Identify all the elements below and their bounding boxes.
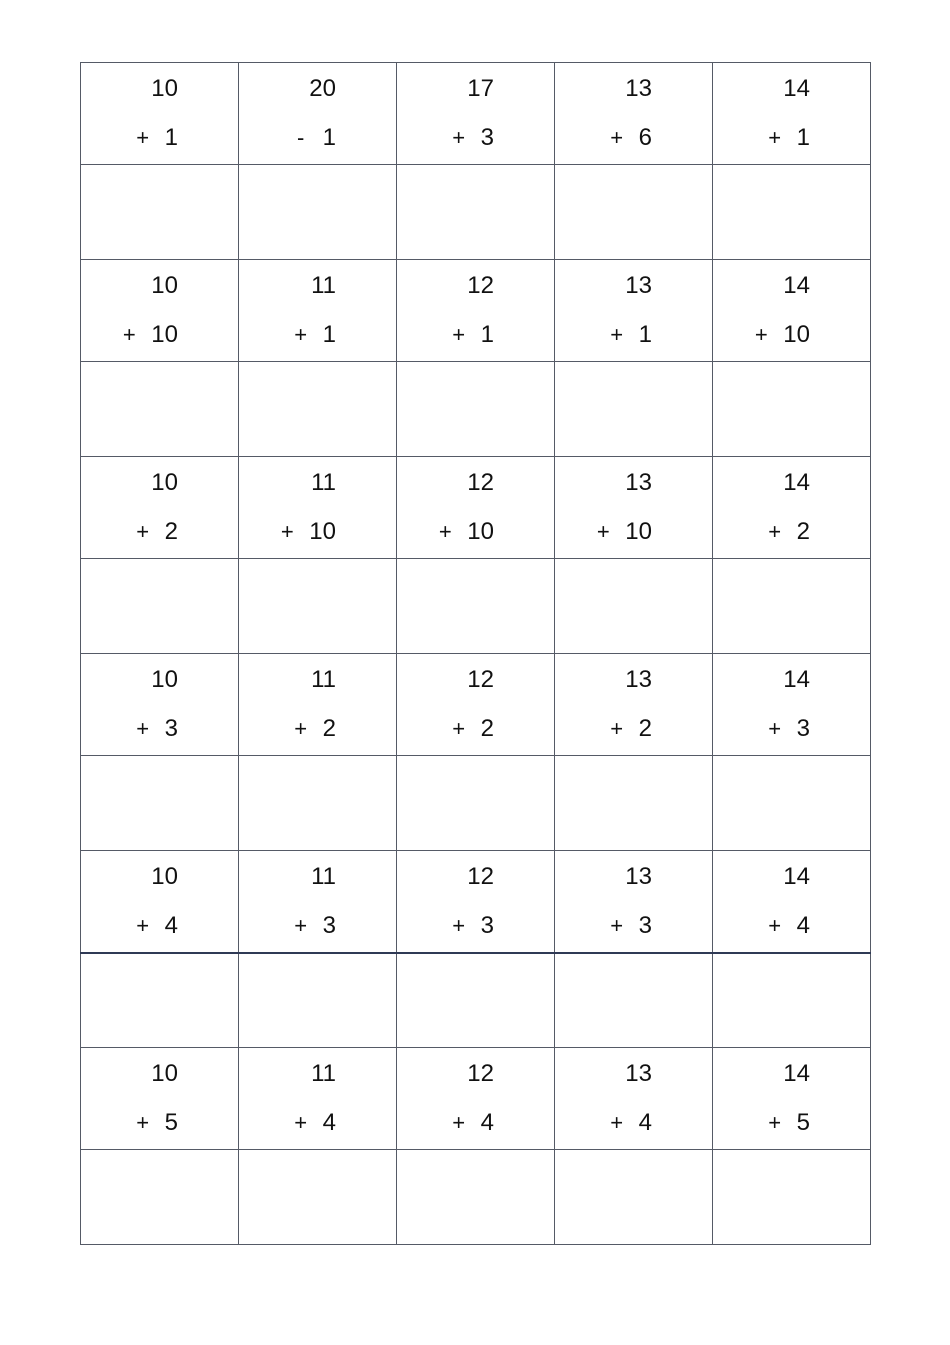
second-operand-line [609, 715, 652, 743]
problem [397, 63, 554, 164]
operator-sign: + [294, 913, 308, 938]
second-operand-line [609, 124, 652, 152]
problem-row [81, 1048, 871, 1150]
answer-row [81, 953, 871, 1048]
answer-box[interactable] [397, 559, 555, 654]
problem-cell [397, 1048, 555, 1150]
second-operand-line [767, 518, 810, 546]
answer-box[interactable] [555, 756, 713, 851]
first-operand: 14 [783, 666, 810, 693]
problem [555, 851, 712, 952]
answer-box[interactable] [239, 165, 397, 260]
second-operand-line [767, 1109, 810, 1137]
problem [239, 851, 396, 952]
first-operand: 13 [625, 863, 652, 890]
second-operand: 3 [322, 912, 336, 939]
operator-sign: + [768, 519, 782, 544]
problem [239, 1048, 396, 1149]
second-operand: 4 [322, 1109, 336, 1136]
answer-box[interactable] [713, 165, 871, 260]
problem-cell [555, 457, 713, 559]
problem-cell [239, 63, 397, 165]
operator-sign: + [768, 125, 782, 150]
second-operand-line [451, 715, 494, 743]
first-operand: 10 [151, 1060, 178, 1087]
second-operand: 10 [783, 321, 810, 348]
operator-sign: + [610, 1110, 624, 1135]
problem [81, 1048, 238, 1149]
answer-row [81, 559, 871, 654]
second-operand-line [135, 124, 178, 152]
second-operand: 3 [164, 715, 178, 742]
first-operand: 12 [467, 272, 494, 299]
operator-sign: + [280, 519, 294, 544]
problem [397, 851, 554, 952]
second-operand-line [135, 715, 178, 743]
second-operand-line [293, 321, 336, 349]
first-operand: 10 [151, 75, 178, 102]
operator-sign: + [452, 913, 466, 938]
first-operand: 14 [783, 272, 810, 299]
first-operand: 12 [467, 1060, 494, 1087]
operator-sign: + [136, 716, 150, 741]
first-operand: 10 [151, 863, 178, 890]
problem-row [81, 457, 871, 559]
problem-cell [713, 63, 871, 165]
operator-sign: + [136, 519, 150, 544]
answer-box[interactable] [713, 362, 871, 457]
operator-sign: + [768, 716, 782, 741]
second-operand-line [767, 912, 810, 940]
first-operand: 10 [151, 272, 178, 299]
second-operand: 1 [164, 124, 178, 151]
problem [239, 457, 396, 558]
problem-cell [713, 851, 871, 953]
problem-cell [239, 851, 397, 953]
problem [713, 260, 870, 361]
first-operand: 17 [467, 75, 494, 102]
problem-cell [239, 457, 397, 559]
first-operand: 11 [311, 1060, 336, 1087]
operator-sign: + [136, 1110, 150, 1135]
problem-cell [397, 851, 555, 953]
problem-cell [555, 851, 713, 953]
problem [81, 260, 238, 361]
operator-sign: + [768, 913, 782, 938]
answer-row [81, 756, 871, 851]
operator-sign: + [294, 1110, 308, 1135]
second-operand-line [293, 124, 336, 152]
problem-cell [555, 1048, 713, 1150]
second-operand: 2 [164, 518, 178, 545]
problem [81, 457, 238, 558]
problem [555, 1048, 712, 1149]
second-operand-line [437, 518, 494, 546]
problem-cell [555, 260, 713, 362]
second-operand: 3 [480, 912, 494, 939]
answer-box[interactable] [239, 1150, 397, 1245]
first-operand: 20 [309, 75, 336, 102]
problem [81, 851, 238, 952]
second-operand: 10 [309, 518, 336, 545]
second-operand: 1 [796, 124, 810, 151]
second-operand-line [595, 518, 652, 546]
operator-sign: + [122, 322, 136, 347]
answer-box[interactable] [239, 362, 397, 457]
second-operand: 2 [322, 715, 336, 742]
second-operand: 5 [164, 1109, 178, 1136]
problem [81, 63, 238, 164]
answer-box[interactable] [81, 756, 239, 851]
second-operand-line [135, 912, 178, 940]
second-operand-line [293, 715, 336, 743]
second-operand: 10 [625, 518, 652, 545]
problem [713, 1048, 870, 1149]
problem [555, 260, 712, 361]
problem [397, 1048, 554, 1149]
second-operand: 2 [480, 715, 494, 742]
problem-cell [713, 457, 871, 559]
second-operand-line [451, 912, 494, 940]
answer-box[interactable] [713, 559, 871, 654]
worksheet-grid [80, 62, 871, 1245]
problem-cell [713, 260, 871, 362]
second-operand-line [609, 321, 652, 349]
first-operand: 13 [625, 469, 652, 496]
operator-sign: + [136, 125, 150, 150]
answer-box[interactable] [555, 165, 713, 260]
second-operand: 1 [638, 321, 652, 348]
answer-box[interactable] [397, 165, 555, 260]
first-operand: 14 [783, 863, 810, 890]
second-operand-line [121, 321, 178, 349]
operator-sign: + [294, 716, 308, 741]
second-operand: 3 [638, 912, 652, 939]
first-operand: 12 [467, 666, 494, 693]
second-operand-line [753, 321, 810, 349]
problem [397, 260, 554, 361]
operator-sign: + [452, 716, 466, 741]
operator-sign: + [136, 913, 150, 938]
answer-box[interactable] [397, 953, 555, 1048]
first-operand: 12 [467, 863, 494, 890]
problem-cell [555, 63, 713, 165]
answer-box[interactable] [397, 756, 555, 851]
problem-row [81, 851, 871, 953]
second-operand-line [293, 1109, 336, 1137]
answer-box[interactable] [239, 953, 397, 1048]
operator-sign: + [294, 322, 308, 347]
answer-box[interactable] [81, 1150, 239, 1245]
problem-row [81, 260, 871, 362]
operator-sign: + [438, 519, 452, 544]
problem-row [81, 654, 871, 756]
operator-sign: + [452, 1110, 466, 1135]
first-operand: 11 [311, 863, 336, 890]
second-operand-line [279, 518, 336, 546]
second-operand: 3 [796, 715, 810, 742]
first-operand: 10 [151, 469, 178, 496]
first-operand: 14 [783, 1060, 810, 1087]
problem [713, 654, 870, 755]
operator-sign: + [610, 125, 624, 150]
second-operand: 1 [480, 321, 494, 348]
problem-cell [239, 654, 397, 756]
operator-sign: + [610, 322, 624, 347]
first-operand: 13 [625, 1060, 652, 1087]
problem [81, 654, 238, 755]
answer-box[interactable] [239, 756, 397, 851]
operator-sign: + [610, 716, 624, 741]
problem [239, 260, 396, 361]
problem-cell [713, 1048, 871, 1150]
answer-box[interactable] [81, 953, 239, 1048]
second-operand: 5 [796, 1109, 810, 1136]
second-operand-line [767, 715, 810, 743]
second-operand: 1 [322, 124, 336, 151]
second-operand-line [451, 321, 494, 349]
problem-cell [81, 63, 239, 165]
problem-cell [239, 1048, 397, 1150]
second-operand: 2 [796, 518, 810, 545]
answer-box[interactable] [555, 362, 713, 457]
first-operand: 10 [151, 666, 178, 693]
answer-box[interactable] [713, 756, 871, 851]
answer-row [81, 1150, 871, 1245]
first-operand: 12 [467, 469, 494, 496]
second-operand-line [609, 912, 652, 940]
answer-box[interactable] [239, 559, 397, 654]
problem [397, 654, 554, 755]
first-operand: 13 [625, 272, 652, 299]
answer-box[interactable] [81, 362, 239, 457]
problem [713, 63, 870, 164]
first-operand: 13 [625, 666, 652, 693]
operator-sign: + [610, 913, 624, 938]
problem-cell [397, 457, 555, 559]
second-operand-line [609, 1109, 652, 1137]
problem [555, 63, 712, 164]
problem-cell [239, 260, 397, 362]
problem [713, 457, 870, 558]
problem [239, 654, 396, 755]
answer-box[interactable] [555, 953, 713, 1048]
answer-box[interactable] [555, 559, 713, 654]
answer-box[interactable] [397, 362, 555, 457]
problem-cell [397, 63, 555, 165]
problem [555, 654, 712, 755]
answer-box[interactable] [713, 953, 871, 1048]
problem-cell [555, 654, 713, 756]
second-operand-line [767, 124, 810, 152]
operator-sign: - [296, 125, 305, 150]
answer-box[interactable] [555, 1150, 713, 1245]
first-operand: 14 [783, 75, 810, 102]
answer-row [81, 165, 871, 260]
second-operand-line [451, 1109, 494, 1137]
problem-cell [397, 654, 555, 756]
problem-cell [81, 1048, 239, 1150]
first-operand: 13 [625, 75, 652, 102]
problem [397, 457, 554, 558]
second-operand: 4 [638, 1109, 652, 1136]
second-operand: 4 [796, 912, 810, 939]
second-operand-line [293, 912, 336, 940]
problem [239, 63, 396, 164]
second-operand-line [135, 1109, 178, 1137]
problem-cell [81, 457, 239, 559]
second-operand: 4 [164, 912, 178, 939]
second-operand-line [451, 124, 494, 152]
second-operand-line [135, 518, 178, 546]
problem-cell [81, 654, 239, 756]
operator-sign: + [596, 519, 610, 544]
first-operand: 11 [311, 666, 336, 693]
answer-box[interactable] [81, 559, 239, 654]
second-operand: 3 [480, 124, 494, 151]
second-operand: 10 [467, 518, 494, 545]
problem-cell [81, 851, 239, 953]
first-operand: 11 [311, 272, 336, 299]
second-operand: 4 [480, 1109, 494, 1136]
answer-box[interactable] [397, 1150, 555, 1245]
problem-cell [397, 260, 555, 362]
problem [713, 851, 870, 952]
second-operand: 10 [151, 321, 178, 348]
answer-row [81, 362, 871, 457]
second-operand: 1 [322, 321, 336, 348]
operator-sign: + [768, 1110, 782, 1135]
first-operand: 14 [783, 469, 810, 496]
second-operand: 6 [638, 124, 652, 151]
operator-sign: + [452, 322, 466, 347]
problem-cell [81, 260, 239, 362]
problem-cell [713, 654, 871, 756]
operator-sign: + [754, 322, 768, 347]
first-operand: 11 [311, 469, 336, 496]
operator-sign: + [452, 125, 466, 150]
second-operand: 2 [638, 715, 652, 742]
answer-box[interactable] [713, 1150, 871, 1245]
answer-box[interactable] [81, 165, 239, 260]
problem [555, 457, 712, 558]
problem-row [81, 63, 871, 165]
